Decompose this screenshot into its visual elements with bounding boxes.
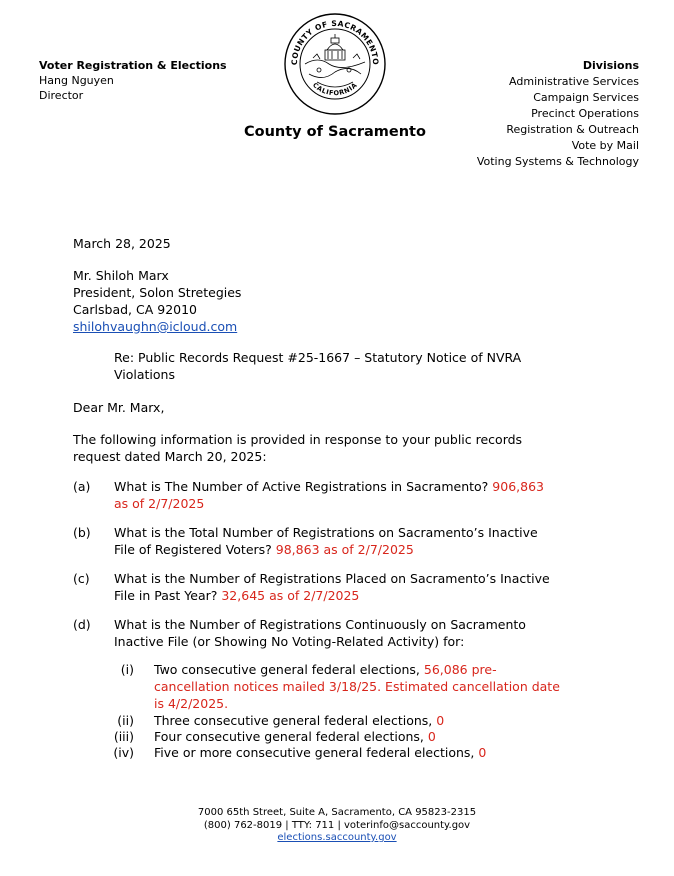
- answer-value: 0: [436, 713, 445, 728]
- letter-date: March 28, 2025: [73, 236, 171, 251]
- sub-item-label: (ii): [117, 713, 134, 728]
- intro-line-1: The following information is provided in response to your public records: [73, 432, 523, 447]
- sub-item-text: Two consecutive general federal elections,: [154, 662, 424, 677]
- question-label: (a): [73, 479, 91, 494]
- intro-paragraph: [73, 431, 573, 465]
- division-item: Voting Systems & Technology: [476, 155, 639, 168]
- division-item: Campaign Services: [533, 91, 639, 104]
- footer: [0, 807, 674, 845]
- sub-item-i: [154, 661, 604, 712]
- sub-item-label: (iv): [113, 745, 134, 760]
- subject-line-1: Re: Public Records Request #25-1667 – Statutory Notice of NVRA: [114, 350, 522, 365]
- question-a: [114, 478, 594, 512]
- question-c: [114, 570, 594, 604]
- question-text: Inactive File (or Showing No Voting-Related Activity) for:: [114, 634, 465, 649]
- question-label: (c): [73, 571, 90, 586]
- subject-line: [114, 349, 584, 383]
- question-label: (d): [73, 617, 91, 632]
- director-role: Director: [39, 89, 84, 102]
- recipient-email-link[interactable]: shilohvaughn@icloud.com: [73, 319, 238, 334]
- greeting: Dear Mr. Marx,: [73, 400, 165, 415]
- answer-value: 98,863 as of 2/7/2025: [275, 542, 414, 557]
- divisions-block: [477, 58, 639, 170]
- division-item: Registration & Outreach: [506, 123, 639, 136]
- county-name: County of Sacramento: [244, 124, 426, 140]
- header-left-block: [39, 58, 227, 103]
- division-item: Administrative Services: [509, 75, 639, 88]
- answer-value: 32,645 as of 2/7/2025: [221, 588, 360, 603]
- sub-item-text: Three consecutive general federal elections,: [154, 713, 437, 728]
- answer-value: cancellation notices mailed 3/18/25. Estimated cancellation date: [154, 679, 560, 694]
- question-d: [114, 616, 594, 650]
- director-name: Hang Nguyen: [39, 74, 114, 87]
- sub-item-text: Four consecutive general federal elections,: [154, 729, 428, 744]
- answer-value: 906,863: [492, 479, 544, 494]
- question-text: File of Registered Voters?: [114, 542, 276, 557]
- question-b: [114, 524, 594, 558]
- sub-item-iv: [154, 744, 604, 761]
- recipient-title: President, Solon Stretegies: [73, 285, 242, 300]
- sub-item-ii: [154, 712, 604, 729]
- recipient-address: [73, 267, 241, 335]
- office-title: Voter Registration & Elections: [39, 59, 227, 72]
- sub-item-label: (iii): [113, 729, 134, 744]
- seal-top-text: COUNTY OF SACRAMENTO: [289, 18, 381, 66]
- question-label: (b): [73, 525, 91, 540]
- county-seal-logo: [283, 12, 387, 116]
- answer-value: 0: [478, 745, 487, 760]
- footer-address: 7000 65th Street, Suite A, Sacramento, CA 95823-2315: [197, 807, 477, 818]
- division-item: Precinct Operations: [531, 107, 639, 120]
- footer-website-link[interactable]: elections.saccounty.gov: [277, 832, 397, 843]
- footer-contact: (800) 762-8019 | TTY: 711 | voterinfo@saccounty.gov: [203, 819, 471, 831]
- answer-value: as of 2/7/2025: [114, 496, 205, 511]
- division-item: Vote by Mail: [571, 139, 639, 152]
- question-text: File in Past Year?: [114, 588, 222, 603]
- subject-line-2: Violations: [114, 367, 175, 382]
- recipient-city: Carlsbad, CA 92010: [73, 302, 198, 317]
- sub-item-label: (i): [120, 662, 134, 677]
- answer-value: 56,086 pre-: [423, 662, 497, 677]
- answer-value: 0: [427, 729, 436, 744]
- sub-item-text: Five or more consecutive general federal elections,: [154, 745, 479, 760]
- question-text: What is the Number of Registrations Continuously on Sacramento: [114, 617, 526, 632]
- seal-bottom-text: CALIFORNIA: [311, 81, 359, 98]
- question-text: What is the Total Number of Registrations on Sacramento’s Inactive: [114, 525, 538, 540]
- answer-value: is 4/2/2025.: [154, 696, 229, 711]
- question-text: What is The Number of Active Registrations in Sacramento?: [114, 479, 493, 494]
- divisions-title: Divisions: [582, 59, 639, 72]
- recipient-name: Mr. Shiloh Marx: [73, 268, 169, 283]
- intro-line-2: request dated March 20, 2025:: [73, 449, 267, 464]
- sub-item-iii: [154, 728, 604, 745]
- question-text: What is the Number of Registrations Placed on Sacramento’s Inactive: [114, 571, 550, 586]
